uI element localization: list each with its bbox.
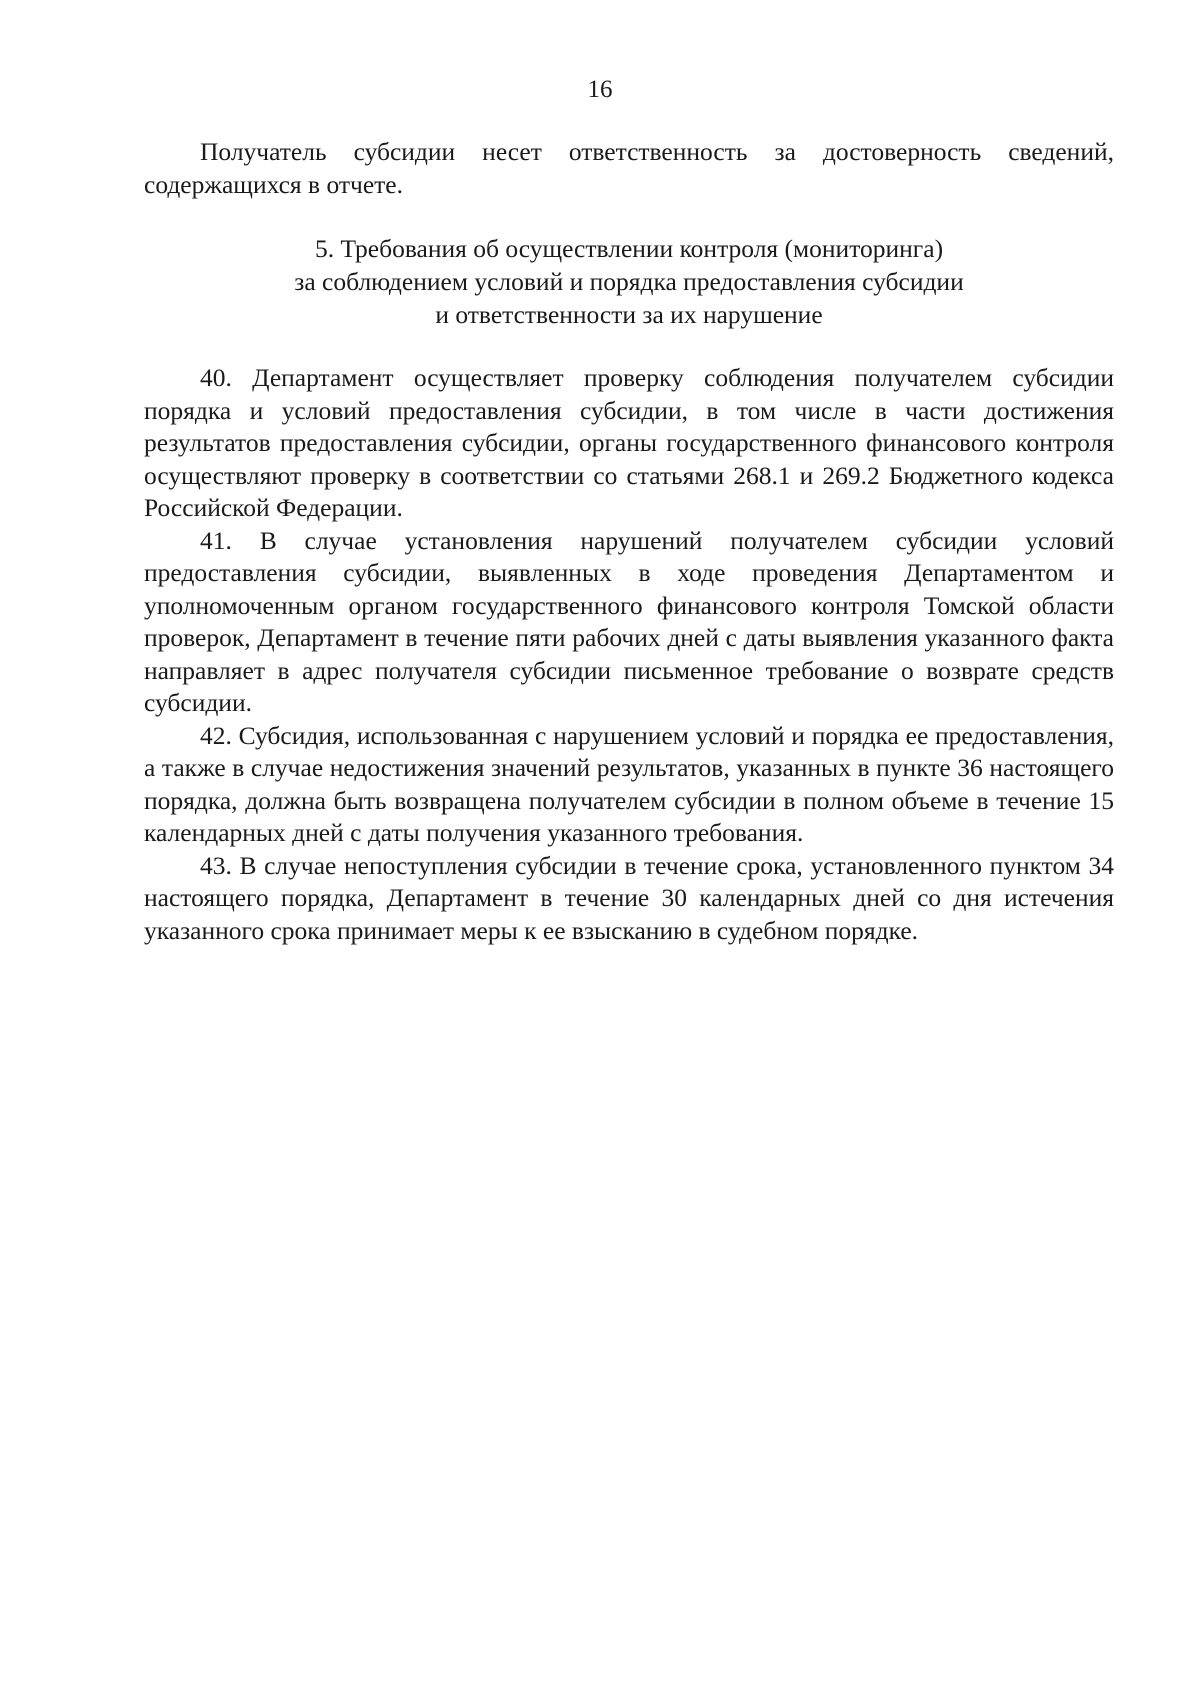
intro-paragraph: Получатель субсидии несет ответственность за достоверность сведений, содержащихся в отчете. <box>144 137 1114 199</box>
page-number: 16 <box>587 76 613 103</box>
paragraph-42: 42. Субсидия, использованная с нарушением условий и порядка ее предоставления, а также в случае недостижения значений результатов, указанных в пункте 36 настоящего порядка, должна быть возвращена получателем субсидии в полном объеме в течение 15 календарных дней с даты получения указанного требования. <box>144 720 1114 847</box>
section-heading <box>144 232 1114 331</box>
section-heading-line-2: за соблюдением условий и порядка предоставления субсидии <box>294 267 964 296</box>
section-heading-line-1: 5. Требования об осуществлении контроля (мониторинга) <box>314 234 944 263</box>
intro-block <box>144 136 1114 201</box>
section-heading-line-3: и ответственности за их нарушение <box>435 300 823 329</box>
paragraph-43: 43. В случае непоступления субсидии в течение срока, установленного пунктом 34 настоящего порядка, Департамент в течение 30 календарных дней со дня истечения указанного срока принимает меры к ее взысканию в судебном порядке. <box>144 850 1114 945</box>
main-text-block <box>144 362 1114 947</box>
paragraph-40: 40. Департамент осуществляет проверку соблюдения получателем субсидии порядка и условий предоставления субсидии, в том числе в части достижения результатов предоставления субсидии, органы государственного финансового контроля осуществляют проверку в соответствии со статьями 268.1 и 269.2 Бюджетного кодекса Российской Федерации. <box>144 363 1114 522</box>
paragraph-41: 41. В случае установления нарушений получателем субсидии условий предоставления субсидии, выявленных в ходе проведения Департаментом и уполномоченным органом государственного финансового контроля Томской области проверок, Департамент в течение пяти рабочих дней с даты выявления указанного факта направляет в адрес получателя субсидии письменное требование о возврате средств субсидии. <box>144 525 1114 717</box>
